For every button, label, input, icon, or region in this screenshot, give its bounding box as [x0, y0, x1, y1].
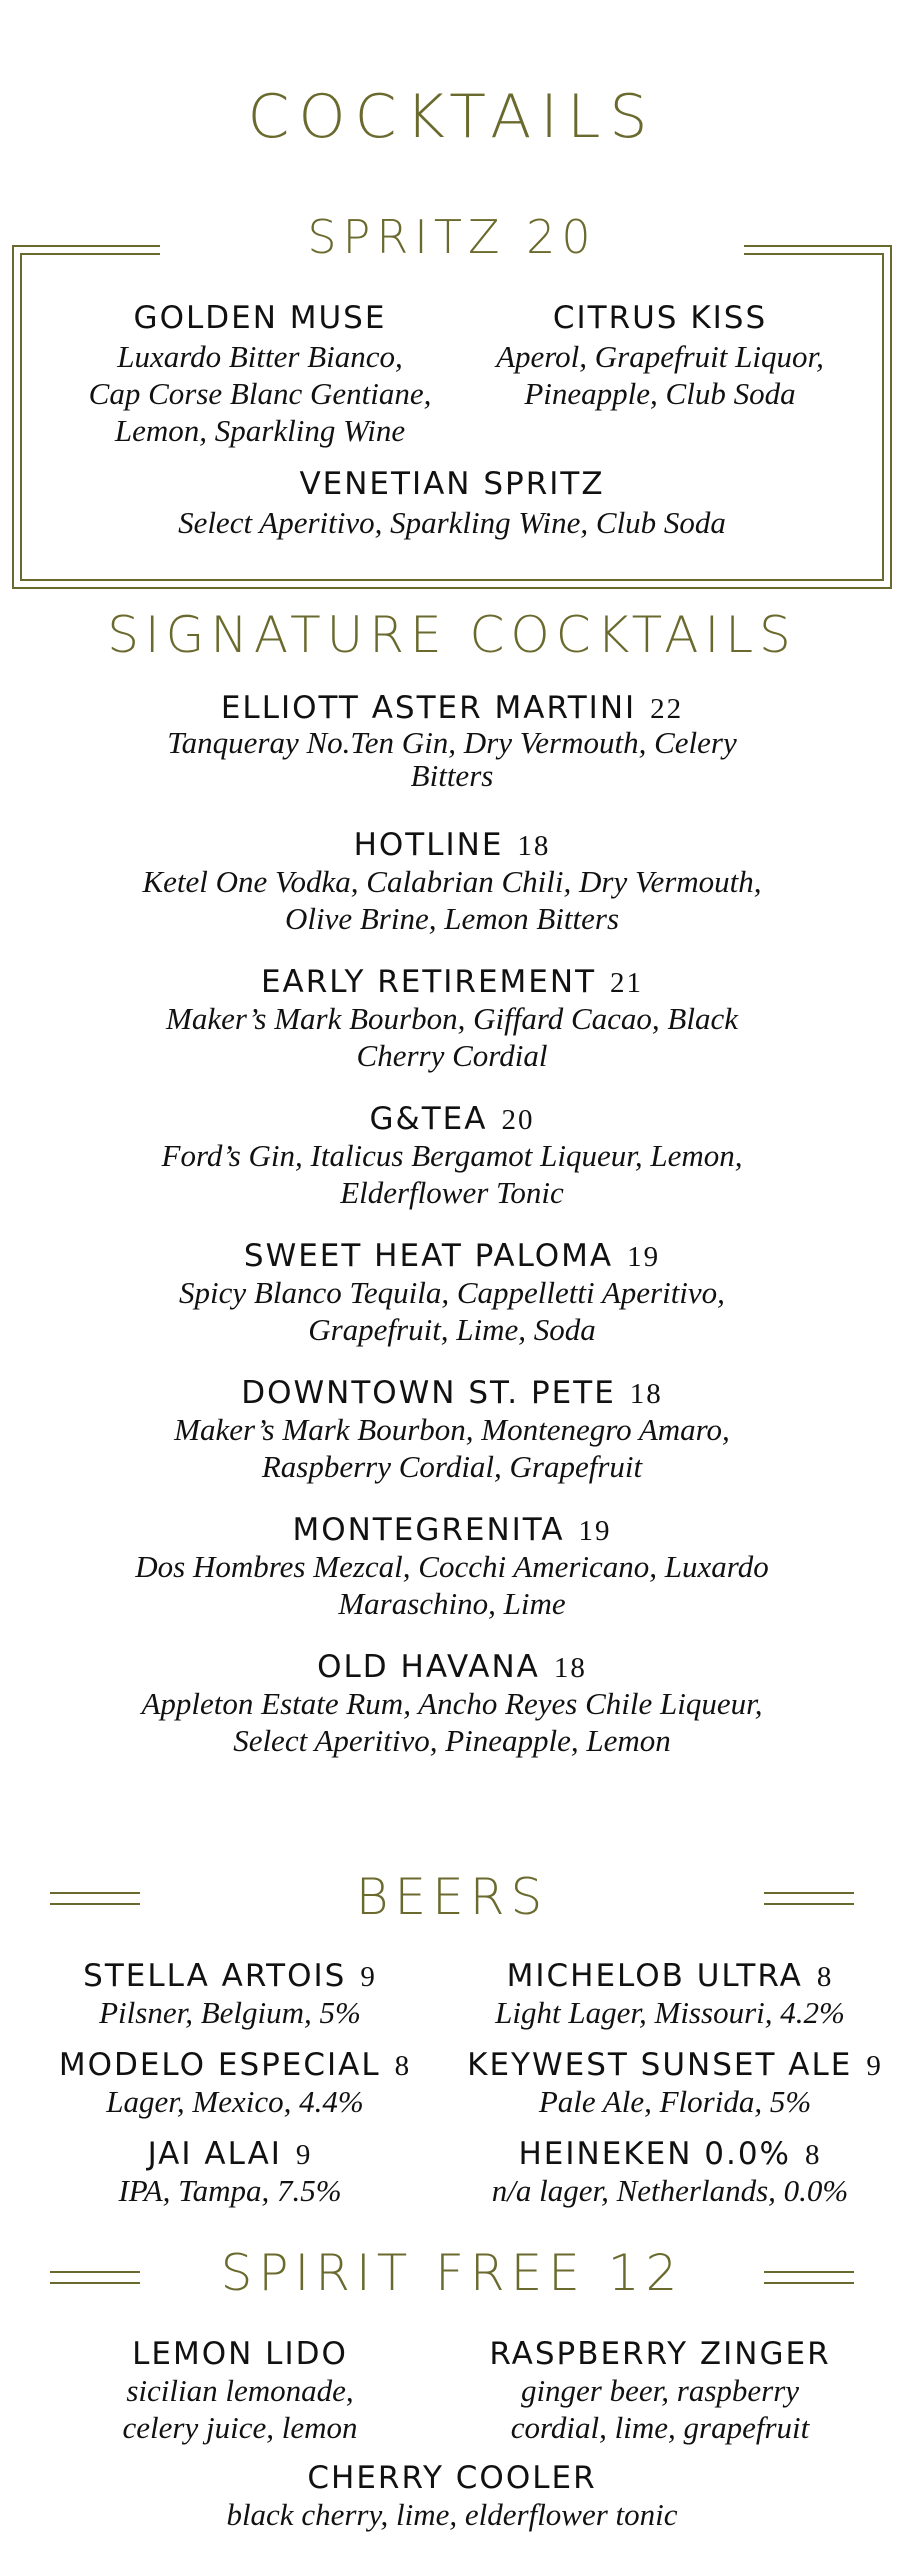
item-desc: ginger beer, raspberry cordial, lime, grapefruit: [510, 2373, 810, 2445]
item-desc: Dos Hombres Mezcal, Cocchi Americano, Luxardo Maraschino, Lime: [135, 1549, 769, 1621]
item-desc: Select Aperitivo, Sparkling Wine, Club Soda: [178, 505, 726, 540]
item-desc: Aperol, Grapefruit Liquor, Pineapple, Club Soda: [496, 339, 824, 411]
item-name: SWEET HEAT PALOMA: [243, 1238, 614, 1274]
item-name: MONTEGRENITA: [292, 1512, 565, 1548]
signature-item: [0, 1375, 904, 1512]
item-name: CHERRY COOLER: [307, 2460, 597, 2496]
beers-heading: [0, 1868, 904, 1926]
spirit-free-heading: [0, 2244, 904, 2302]
item-price: 20: [501, 1104, 535, 1136]
item-desc: Spicy Blanco Tequila, Cappelletti Aperitivo, Grapefruit, Lime, Soda: [179, 1275, 725, 1347]
item-desc: sicilian lemonade, celery juice, lemon: [122, 2373, 358, 2445]
item-price: 18: [517, 830, 551, 862]
item-price: 22: [650, 693, 684, 725]
item-name: CITRUS KISS: [552, 300, 768, 336]
item-desc: Ketel One Vodka, Calabrian Chili, Dry Vermouth, Olive Brine, Lemon Bitters: [142, 864, 762, 936]
item-name: MODELO ESPECIAL: [58, 2047, 381, 2083]
item-name: STELLA ARTOIS: [83, 1958, 347, 1994]
item-name: VENETIAN SPRITZ: [299, 466, 605, 502]
item-desc: Appleton Estate Rum, Ancho Reyes Chile Liqueur, Select Aperitivo, Pineapple, Lemon: [141, 1686, 763, 1758]
item-price: 9: [295, 2139, 313, 2171]
signature-item: [0, 1101, 904, 1238]
item-name: ELLIOTT ASTER MARTINI: [220, 690, 637, 726]
item-name-row: [20, 2136, 440, 2172]
spritz-item-golden-muse: [60, 300, 460, 449]
item-name: DOWNTOWN ST. PETE: [241, 1375, 616, 1411]
item-price: 9: [360, 1961, 377, 1993]
item-name-row: [0, 690, 904, 726]
item-name-row: [20, 2047, 450, 2083]
spritz-heading-text: SPRITZ 20: [307, 210, 597, 264]
item-name: HOTLINE: [353, 827, 504, 863]
item-desc: Luxardo Bitter Bianco, Cap Corse Blanc Gentiane, Lemon, Sparkling Wine: [88, 339, 432, 448]
item-price: 19: [578, 1515, 612, 1547]
item-desc: IPA, Tampa, 7.5%: [118, 2173, 342, 2208]
signature-heading: [0, 606, 904, 664]
item-name: GOLDEN MUSE: [133, 300, 387, 336]
item-desc: Pilsner, Belgium, 5%: [99, 1995, 361, 2030]
item-name-row: [0, 1101, 904, 1137]
spirit-free-heading-text: SPIRIT FREE 12: [220, 2244, 684, 2302]
item-name: KEYWEST SUNSET ALE: [467, 2047, 853, 2083]
spirit-free-item-lemon-lido: [40, 2336, 440, 2446]
item-name-row: [450, 2136, 890, 2172]
beer-item-modelo: [20, 2047, 450, 2120]
item-name-row: [0, 1512, 904, 1548]
item-price: 18: [553, 1652, 587, 1684]
item-price: 21: [610, 967, 644, 999]
signature-item: [0, 1512, 904, 1649]
signature-item: [0, 827, 904, 964]
item-name: RASPBERRY ZINGER: [489, 2336, 831, 2372]
beer-item-michelob: [450, 1958, 890, 2031]
item-name: G&TEA: [369, 1101, 488, 1137]
signature-list: [0, 690, 904, 1786]
item-name: HEINEKEN 0.0%: [518, 2136, 792, 2172]
item-desc: Maker’s Mark Bourbon, Montenegro Amaro, Raspberry Cordial, Grapefruit: [174, 1412, 730, 1484]
spritz-heading: [0, 210, 904, 264]
page-title-text: COCKTAILS: [247, 82, 657, 152]
signature-item: [0, 964, 904, 1101]
item-price: 8: [394, 2050, 412, 2082]
item-name-row: [20, 1958, 440, 1994]
spritz-item-citrus-kiss: [460, 300, 860, 412]
item-desc: Ford’s Gin, Italicus Bergamot Liqueur, Lemon, Elderflower Tonic: [161, 1138, 743, 1210]
item-price: 19: [627, 1241, 661, 1273]
item-price: 18: [629, 1378, 663, 1410]
signature-item: [0, 690, 904, 827]
item-desc: Pale Ale, Florida, 5%: [538, 2084, 812, 2119]
signature-item: [0, 1238, 904, 1375]
item-name: LEMON LIDO: [132, 2336, 348, 2372]
page-title: [0, 82, 904, 152]
beer-item-jai-alai: [20, 2136, 440, 2209]
item-name: OLD HAVANA: [317, 1649, 540, 1685]
item-name: EARLY RETIREMENT: [260, 964, 597, 1000]
item-name-row: [0, 827, 904, 863]
item-price: 8: [816, 1961, 834, 1993]
item-name-row: [0, 1238, 904, 1274]
beers-heading-text: BEERS: [355, 1868, 549, 1926]
signature-item: [0, 1649, 904, 1786]
spirit-free-item-raspberry-zinger: [450, 2336, 870, 2446]
item-name: MICHELOB ULTRA: [506, 1958, 803, 1994]
signature-heading-text: SIGNATURE COCKTAILS: [107, 606, 797, 664]
item-name-row: [450, 2047, 900, 2083]
item-desc: n/a lager, Netherlands, 0.0%: [491, 2173, 849, 2208]
item-name-row: [0, 1649, 904, 1685]
item-desc: black cherry, lime, elderflower tonic: [226, 2497, 678, 2532]
beer-item-keywest: [450, 2047, 900, 2120]
item-desc: Light Lager, Missouri, 4.2%: [495, 1995, 845, 2030]
item-desc: Tanqueray No.Ten Gin, Dry Vermouth, Celery Bitters: [167, 725, 737, 793]
item-price: 8: [805, 2139, 822, 2171]
item-desc: Lager, Mexico, 4.4%: [106, 2084, 364, 2119]
item-name-row: [450, 1958, 890, 1994]
item-name-row: [0, 964, 904, 1000]
item-name-row: [0, 1375, 904, 1411]
spritz-item-venetian: [0, 466, 904, 541]
beer-item-stella: [20, 1958, 440, 2031]
item-name: JAI ALAI: [147, 2136, 282, 2172]
beer-item-heineken: [450, 2136, 890, 2209]
item-desc: Maker’s Mark Bourbon, Giffard Cacao, Black Cherry Cordial: [166, 1001, 738, 1073]
item-price: 9: [866, 2050, 883, 2082]
spirit-free-item-cherry-cooler: [0, 2460, 904, 2533]
